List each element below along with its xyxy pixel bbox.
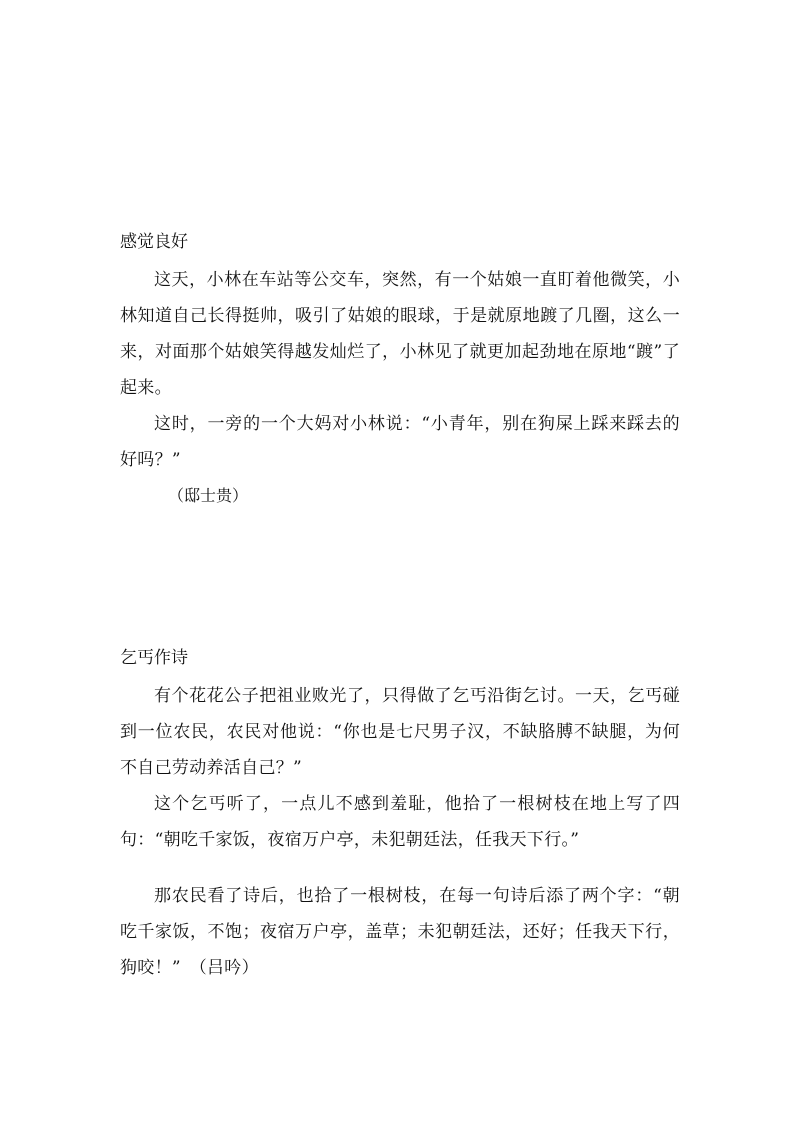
story-feeling-good <box>120 228 680 514</box>
story-paragraph: 有个花花公子把祖业败光了，只得做了乞丐沿街乞讨。一天，乞丐碰到一位农民，农民对他说：“你也是七尺男子汉，不缺胳膊不缺腿，为何不自己劳动养活自己？” <box>120 686 680 778</box>
story-beggar-poem <box>120 644 680 986</box>
story-paragraph: 这天，小林在车站等公交车，突然，有一个姑娘一直盯着他微笑，小林知道自己长得挺帅，吸引了姑娘的眼球，于是就原地踱了几圈，这么一来，对面那个姑娘笑得越发灿烂了，小林见了就更加起劲地在原地“踱”了起来。 <box>120 270 680 398</box>
paragraph-gap <box>120 858 680 878</box>
story-paragraph: 那农民看了诗后，也拾了一根树枝，在每一句诗后添了两个字：“朝吃千家饭，不饱；夜宿万户亭，盖草；未犯朝廷法，还好；任我天下行，狗咬！” （吕吟） <box>120 886 680 978</box>
story-title: 感觉良好 <box>120 232 188 252</box>
story-paragraph: 这个乞丐听了，一点儿不感到羞耻，他拾了一根树枝在地上写了四句：“朝吃千家饭，夜宿万户亭，未犯朝廷法，任我天下行。” <box>120 794 680 850</box>
story-paragraph: 这时，一旁的一个大妈对小林说：“小青年，别在狗屎上踩来踩去的好吗？” <box>120 414 680 470</box>
story-author: （邸士贵） <box>168 486 249 505</box>
story-title: 乞丐作诗 <box>120 648 188 668</box>
